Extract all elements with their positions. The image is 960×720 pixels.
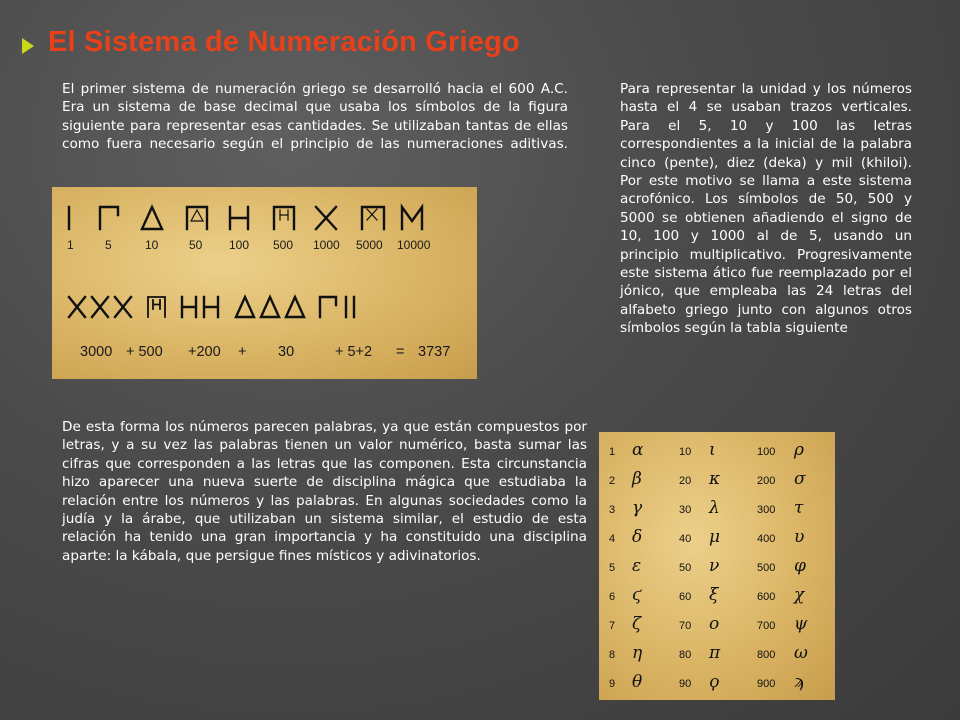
ionic-value: 10 — [679, 446, 692, 458]
attic-symbol-100 — [230, 207, 248, 229]
ionic-value: 50 — [679, 562, 692, 574]
ionic-value: 5 — [609, 562, 616, 574]
ionic-letter: υ — [794, 527, 805, 547]
ionic-letter: ζ — [632, 614, 642, 634]
ionic-letter: ο — [709, 614, 720, 634]
sum-part: + — [238, 344, 247, 360]
ionic-letter: ψ — [794, 614, 808, 634]
attic-value: 5 — [105, 238, 112, 252]
paragraph-kabbalah: De esta forma los números parecen palabras, ya que están compuestos por letras, y a su vez las palabras tienen un valor numérico, basta sumar las cifras que corresponden a las letras que las componen. Esta circunstancia hizo aparecer una nueva suerte de disciplina mágica que estudiaba la relación entre los números y las palabras. En algunas sociedades como la judía y la árabe, que utilizaban un sistema similar, el estudio de esta relación ha tenido una gran importancia y ha constituido una disciplina aparte: la kábala, que persigue fines místicos y adivinatorios. — [62, 419, 587, 564]
paragraph-intro: El primer sistema de numeración griego se desarrolló hacia el 600 A.C. Era un sistema de base decimal que usaba los símbolos de la figura siguiente para representar esas cantidades. Se utilizaban tantas de ellas como fuera necesario según el principio de las numeraciones aditivas. — [62, 81, 568, 153]
slide-title: El Sistema de Numeración Griego — [48, 26, 520, 58]
ionic-letter: σ — [794, 469, 806, 489]
attic-symbol-10000 — [402, 207, 422, 229]
attic-numerals-image — [52, 187, 477, 379]
title-bullet-icon — [22, 38, 34, 54]
attic-symbol-50 — [187, 207, 207, 229]
ionic-numerals-table-image — [599, 432, 835, 700]
ionic-letter: η — [632, 643, 643, 663]
ionic-letter: ϛ — [632, 585, 642, 605]
ionic-letter: τ — [794, 498, 804, 518]
ionic-letter: ξ — [709, 585, 719, 605]
ionic-column-1 — [609, 440, 644, 692]
ionic-value: 400 — [757, 533, 776, 545]
ionic-letter: ε — [632, 556, 642, 576]
attic-symbols-row — [69, 207, 422, 229]
sum-part: +200 — [188, 344, 221, 360]
attic-value: 10000 — [397, 238, 431, 252]
ionic-letter: φ — [794, 556, 806, 576]
attic-symbol-5000 — [362, 207, 384, 229]
attic-value: 50 — [189, 238, 203, 252]
sum-part: = — [396, 344, 405, 360]
ionic-letter: ϙ — [709, 672, 720, 692]
ionic-letter: ϡ — [794, 672, 804, 692]
attic-value: 5000 — [356, 238, 383, 252]
ionic-value: 900 — [757, 678, 776, 690]
attic-value: 10 — [145, 238, 159, 252]
sum-part: 3000 — [80, 344, 113, 360]
ionic-letter: κ — [709, 469, 721, 489]
ionic-value: 90 — [679, 678, 692, 690]
attic-symbol-5 — [100, 207, 118, 229]
ionic-value: 8 — [609, 649, 616, 661]
ionic-value: 80 — [679, 649, 692, 661]
ionic-value: 70 — [679, 620, 692, 632]
attic-value: 100 — [229, 238, 250, 252]
sum-part: + 5+2 — [335, 344, 373, 360]
ionic-letter: λ — [709, 498, 720, 518]
ionic-value: 300 — [757, 504, 776, 516]
ionic-value: 1 — [609, 446, 616, 458]
attic-value: 1 — [67, 238, 74, 252]
ionic-value: 20 — [679, 475, 692, 487]
ionic-value: 700 — [757, 620, 776, 632]
attic-example-symbols — [69, 297, 354, 317]
ionic-column-2 — [679, 440, 721, 692]
ionic-letter: ω — [794, 643, 808, 663]
ionic-letter: χ — [794, 585, 805, 605]
attic-symbol-1000 — [316, 207, 336, 229]
ionic-letter: μ — [709, 527, 721, 547]
ionic-letter: δ — [632, 527, 643, 547]
ionic-value: 800 — [757, 649, 776, 661]
ionic-letter: γ — [632, 498, 643, 518]
sum-part: 3737 — [418, 344, 451, 360]
ionic-letter: ι — [709, 440, 716, 460]
ionic-value: 600 — [757, 591, 776, 603]
ionic-value: 7 — [609, 620, 616, 632]
ionic-value: 2 — [609, 475, 616, 487]
ionic-letter: π — [709, 643, 721, 663]
paragraph-acrophonic: Para representar la unidad y los números hasta el 4 se usaban trazos verticales. Para el 5, 10 y 100 las letras correspondientes a la inicial de la palabra cinco (pente), diez (deka) y mil (khiloi). Por este motivo se llama a este sistema acrofónico. Los símbolos de 50, 500 y 5000 se obtienen añadiendo el signo de 10, 100 y 1000 al de 5, usando un principio multiplicativo. Progresivamente este sistema ático fue reemplazado por el jónico, que empleaba las 24 letras del alfabeto griego junto con algunos otros símbolos según la tabla siguiente — [620, 81, 912, 337]
attic-example-sum — [80, 344, 450, 360]
ionic-value: 100 — [757, 446, 776, 458]
ionic-value: 40 — [679, 533, 692, 545]
ionic-value: 200 — [757, 475, 776, 487]
ionic-letter: α — [632, 440, 644, 460]
attic-symbol-10 — [142, 207, 162, 229]
ionic-value: 3 — [609, 504, 616, 516]
attic-values-row — [67, 238, 431, 252]
ionic-value: 9 — [609, 678, 616, 690]
ionic-value: 500 — [757, 562, 776, 574]
ionic-value: 30 — [679, 504, 692, 516]
ionic-column-3 — [757, 440, 808, 692]
ionic-value: 4 — [609, 533, 616, 545]
attic-value: 500 — [273, 238, 294, 252]
ionic-value: 60 — [679, 591, 692, 603]
ionic-value: 6 — [609, 591, 616, 603]
ionic-letter: β — [632, 469, 642, 489]
ionic-letter: θ — [632, 672, 643, 692]
attic-value: 1000 — [313, 238, 340, 252]
ionic-letter: ρ — [794, 440, 804, 460]
ionic-letter: ν — [709, 556, 720, 576]
sum-part: + 500 — [126, 344, 163, 360]
sum-part: 30 — [278, 344, 295, 360]
attic-symbol-500 — [274, 207, 294, 229]
